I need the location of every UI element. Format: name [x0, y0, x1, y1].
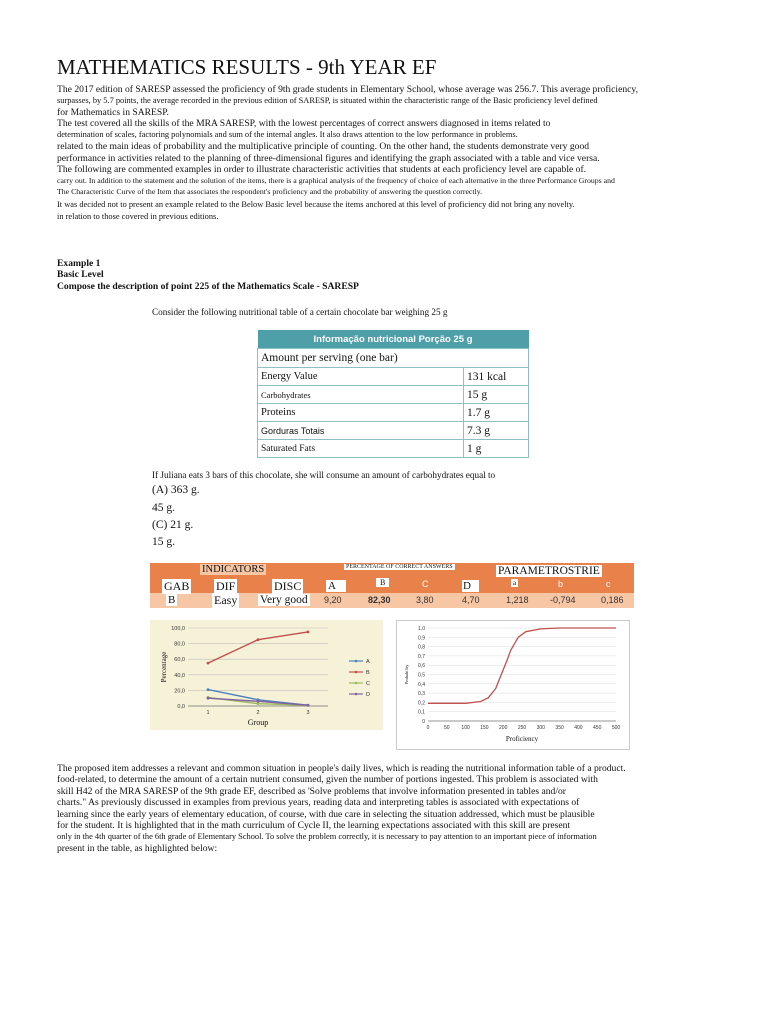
- x-axis-label: Group: [247, 718, 269, 727]
- y-tick-label: 0,1: [418, 709, 425, 716]
- y-tick-label: 1,0: [418, 626, 425, 632]
- header-param-a: a: [513, 579, 517, 587]
- table-row: [258, 422, 529, 440]
- row-label: Energy Value: [258, 368, 464, 386]
- conclusion-line: food-related, to determine the amount of a certain nutrient consumed, given the number of portions ingested. This problem is associated with: [57, 774, 598, 785]
- value-a: 9,20: [324, 595, 342, 605]
- y-tick-label: 0,0: [177, 704, 185, 710]
- percentage-by-group-chart: [150, 620, 383, 730]
- x-tick-label: 100: [461, 725, 470, 731]
- y-tick-label: 0,9: [418, 635, 425, 642]
- option-a: (A) 363 g.: [152, 484, 200, 496]
- header-param-b: b: [558, 579, 564, 589]
- conclusion-line: The proposed item addresses a relevant and common situation in people's daily lives, which is reading the nutritional information table of a product.: [57, 763, 626, 774]
- indicators-table: [150, 563, 634, 608]
- y-axis-label: Percentage: [160, 651, 168, 683]
- parameters-label: PARAMETROSTRIE: [498, 565, 600, 577]
- option-d: 15 g.: [152, 536, 175, 548]
- table-row: [258, 440, 529, 458]
- y-tick-label: 100,0: [171, 626, 185, 632]
- x-tick-label: 250: [517, 725, 527, 731]
- legend-marker-d: [355, 693, 358, 696]
- value-disc: Very good: [260, 594, 308, 606]
- data-point-d: [207, 697, 210, 700]
- y-tick-label: 40,0: [174, 672, 185, 679]
- value-gab: B: [168, 594, 176, 606]
- x-tick-label: 3: [306, 710, 310, 716]
- percentage-label: PERCENTAGE OF CORRECT ANSWERS: [346, 564, 453, 570]
- legend-label-d: D: [366, 692, 370, 698]
- row-label: Proteins: [258, 404, 464, 422]
- row-value: 1.7 g: [464, 404, 529, 422]
- x-tick-label: 500: [611, 725, 621, 731]
- x-tick-label: 400: [574, 725, 583, 731]
- value-c: 3,80: [416, 595, 434, 605]
- x-tick-label: 450: [593, 725, 602, 731]
- value-dif: Easy: [214, 593, 238, 607]
- table-row: [258, 368, 529, 386]
- conclusion-line: for the student. It is highlighted that in the math curriculum of Cycle II, the learning expectations associated with this skill are present: [57, 820, 571, 831]
- legend-marker-a: [355, 660, 358, 663]
- y-tick-label: 0,2: [418, 700, 425, 707]
- header-c: C: [422, 579, 429, 589]
- row-label: Saturated Fats: [258, 440, 464, 458]
- conclusion-line: only in the 4th quarter of the 6th grade of Elementary School. To solve the problem correctly, it is necessary to pay attention to an important piece of information: [57, 832, 597, 841]
- value-param-c: 0,186: [601, 595, 624, 605]
- legend-marker-b: [355, 671, 358, 674]
- header-gab: GAB: [164, 579, 190, 593]
- x-tick-label: 0: [426, 725, 430, 731]
- y-tick-label: 0: [422, 719, 425, 725]
- value-param-b: -0,794: [550, 595, 576, 605]
- option-b: 45 g.: [152, 502, 175, 514]
- intro-line: The 2017 edition of SARESP assessed the proficiency of 9th grade students in Elementary School, whose average was 256.7. This average proficiency,: [57, 84, 638, 95]
- x-axis-label: Proficiency: [505, 735, 539, 743]
- nutrition-table-title: Informação nutricional Porção 25 g: [258, 330, 529, 349]
- y-tick-label: 0,5: [418, 672, 425, 679]
- row-label: Carbohydrates: [258, 386, 464, 404]
- x-tick-label: 350: [555, 725, 564, 731]
- x-tick-label: 300: [536, 725, 545, 731]
- small-line: carry out. In addition to the statement and the solution of the items, there is a graphical analysis of the frequency of choice of each alternative in the three Performance Groups and: [57, 176, 615, 185]
- header-b: B: [376, 578, 389, 587]
- question-prompt: Consider the following nutritional table of a certain chocolate bar weighing 25 g: [152, 307, 448, 317]
- intro-line: performance in activities related to the planning of three-dimensional figures and identifying the graph associated with a table and vice versa.: [57, 153, 600, 164]
- x-tick-label: 1: [206, 710, 210, 716]
- y-tick-label: 0,6: [418, 663, 425, 670]
- row-value: 7.3 g: [464, 422, 529, 440]
- y-tick-label: 0,3: [418, 691, 425, 698]
- intro-line: The test covered all the skills of the MRA SARESP, with the lowest percentages of correct answers diagnosed in items related to: [57, 118, 551, 129]
- item-characteristic-curve-chart: [396, 620, 630, 750]
- conclusion-line: learning since the early years of elementary education, of course, with due care in selecting the situation addressed, which must be plausible: [57, 809, 595, 820]
- data-point-b: [307, 631, 310, 634]
- y-tick-label: 0,8: [418, 644, 425, 651]
- nutrition-table-subtitle: Amount per serving (one bar): [258, 349, 529, 368]
- option-c: (C) 21 g.: [152, 519, 194, 531]
- y-tick-label: 80,0: [174, 641, 185, 648]
- y-tick-label: 0,4: [418, 681, 425, 688]
- conclusion-line: skill H42 of the MRA SARESP of the 9th grade EF, described as 'Solve problems that involve information presented in tables and/or: [57, 786, 566, 797]
- legend-marker-c: [355, 682, 358, 685]
- y-tick-label: 0,7: [418, 653, 425, 660]
- x-tick-label: 200: [499, 725, 508, 731]
- conclusion-line: present in the table, as highlighted below:: [57, 843, 218, 854]
- legend-label-a: A: [366, 659, 370, 665]
- example-level: Basic Level: [57, 269, 104, 280]
- data-point-b: [207, 662, 210, 665]
- x-tick-label: 2: [256, 710, 260, 716]
- example-number: Example 1: [57, 258, 101, 269]
- header-dif: DIF: [216, 579, 236, 593]
- data-point-b: [257, 638, 260, 641]
- row-value: 1 g: [464, 440, 529, 458]
- small-line: The Characteristic Curve of the Item that associates the respondent's proficiency and the probability of answering the question correctly.: [57, 187, 483, 196]
- intro-line: related to the main ideas of probability and the multiplicative principle of counting. On the other hand, the students demonstrate very good: [57, 141, 590, 152]
- y-tick-label: 60,0: [174, 657, 185, 664]
- page-title: MATHEMATICS RESULTS - 9th YEAR EF: [57, 55, 437, 79]
- intro-line: determination of scales, factoring polynomials and sum of the internal angles. It also draws attention to the low performance in problems.: [57, 130, 518, 139]
- intro-line: for Mathematics in SARESP.: [57, 107, 169, 118]
- nutrition-table: [257, 330, 529, 458]
- row-value: 131 kcal: [464, 368, 529, 386]
- x-tick-label: 150: [480, 725, 489, 731]
- value-b: 82,30: [368, 595, 391, 605]
- table-row: [258, 404, 529, 422]
- example-heading: Compose the description of point 225 of the Mathematics Scale - SARESP: [57, 281, 359, 292]
- y-tick-label: 20,0: [174, 688, 185, 695]
- header-param-c: c: [606, 579, 611, 589]
- value-param-a: 1,218: [506, 595, 529, 605]
- intro-line: surpasses, by 5.7 points, the average recorded in the previous edition of SARESP, is situated within the characteristic range of the Basic proficiency level defined: [57, 96, 598, 105]
- indicators-label: INDICATORS: [202, 564, 265, 575]
- data-point-d: [257, 700, 260, 703]
- row-label: Gorduras Totais: [258, 422, 464, 440]
- decided-line: It was decided not to present an example related to the Below Basic level because the items anchored at this level of proficiency did not bring any novelty.: [57, 200, 575, 209]
- row-value: 15 g: [464, 386, 529, 404]
- data-point-a: [207, 688, 210, 691]
- decided-line: in relation to those covered in previous editions.: [57, 212, 219, 221]
- header-d: D: [462, 580, 479, 592]
- header-disc: DISC: [274, 579, 302, 593]
- conclusion-line: charts." As previously discussed in examples from previous years, reading data and interpreting tables is associated with expectations of: [57, 797, 580, 808]
- legend-label-b: B: [366, 670, 370, 676]
- y-axis-label: Probability: [404, 664, 409, 685]
- table-row: [258, 386, 529, 404]
- data-point-d: [307, 704, 310, 707]
- question-stem: If Juliana eats 3 bars of this chocolate, she will consume an amount of carbohydrates equal to: [152, 470, 496, 480]
- value-d: 4,70: [462, 595, 480, 605]
- header-a: A: [326, 580, 346, 592]
- intro-line: The following are commented examples in order to illustrate characteristic activities that students at each proficiency level are capable of.: [57, 164, 587, 175]
- x-tick-label: 50: [444, 725, 450, 731]
- legend-label-c: C: [366, 681, 370, 687]
